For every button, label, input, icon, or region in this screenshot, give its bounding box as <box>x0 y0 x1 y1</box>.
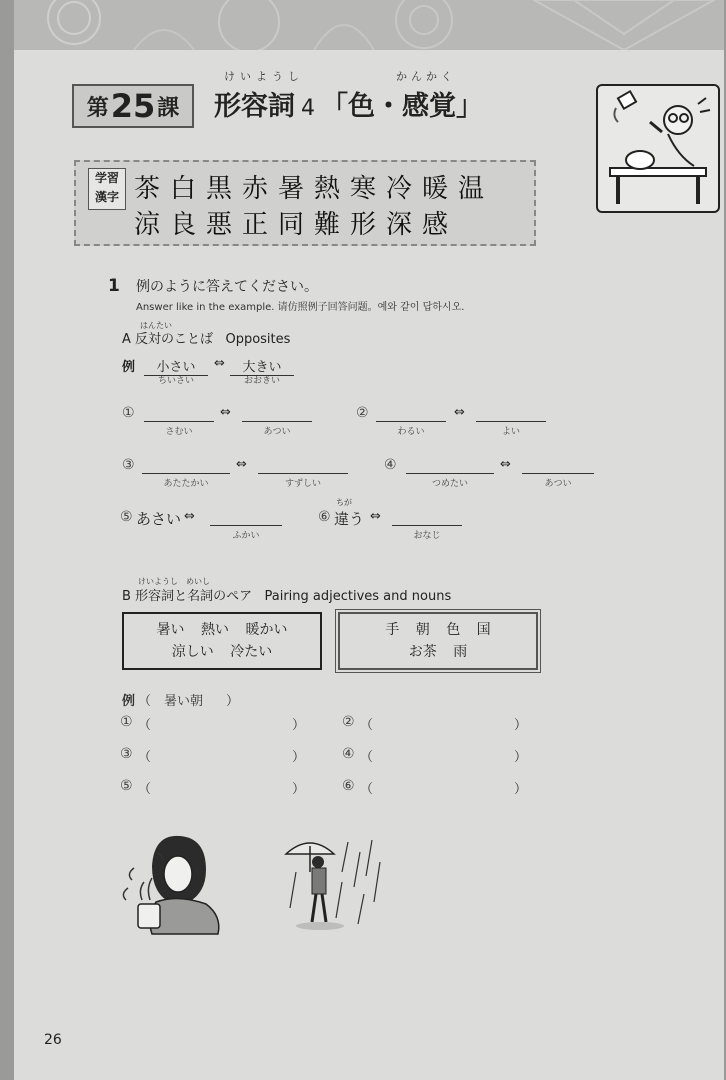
label-line-1: 学習 <box>94 171 119 185</box>
topic-ruby: かんかく <box>396 70 456 83</box>
example-label: 例 <box>122 360 136 375</box>
kanji-row-1: 茶白黒赤暑熱寒冷暖温 <box>134 174 495 204</box>
pair-answer-field[interactable] <box>378 744 508 762</box>
answer-blank[interactable] <box>376 405 446 422</box>
section-a-title-en: Opposites <box>225 332 291 347</box>
answer-hint: あつい <box>544 479 572 489</box>
noun-word: 手 <box>385 622 400 638</box>
b-item-number: ⑥ <box>342 778 355 794</box>
section-b-heading <box>122 585 451 604</box>
section-b-title-en: Pairing adjectives and nouns <box>264 589 452 604</box>
section-a-ruby: はんたい <box>140 321 172 330</box>
item-number: ⑥ <box>318 509 331 525</box>
kanji-row-2: 涼良悪正同難形深感 <box>134 210 459 240</box>
adjective-word: 暖かい <box>245 622 288 638</box>
item-number: ④ <box>384 457 397 473</box>
paren-open: （ <box>360 750 374 765</box>
example-right-hint: おおきい <box>243 376 280 386</box>
woman-with-cup-drawing <box>112 830 232 940</box>
example-left-word: 小さい <box>144 356 208 376</box>
answer-hint: おなじ <box>413 531 441 541</box>
adjectives-row-2 <box>166 641 278 663</box>
study-kanji-box <box>74 160 536 246</box>
answer-blank[interactable] <box>142 457 230 474</box>
title-ruby: けいようし <box>224 70 304 83</box>
paren-open: （ <box>360 718 374 733</box>
item-number: ⑤ <box>120 509 133 525</box>
banner-pattern <box>14 0 724 50</box>
adjectives-row-1 <box>151 619 294 641</box>
pair-answer-field[interactable] <box>156 712 286 730</box>
title-number: 4 <box>301 96 315 121</box>
nouns-row-2 <box>403 641 473 663</box>
label-line-2: 漢字 <box>94 190 119 204</box>
answer-blank[interactable] <box>392 509 462 526</box>
paren-open: （ <box>138 694 152 709</box>
noun-word: 朝 <box>415 622 430 638</box>
b-item-number: ④ <box>342 746 355 762</box>
page-number: 26 <box>44 1032 62 1048</box>
paren-close: ） <box>292 750 306 765</box>
nouns-box <box>338 612 538 670</box>
exercise-translation: Answer like in the example. 请仿照例子回答问题。예와 같이 답하시오. <box>136 302 465 313</box>
lesson-number: 25 <box>110 87 156 125</box>
adjective-word: 暑い <box>156 622 185 638</box>
opposite-arrow: ⇔ <box>184 509 195 524</box>
answer-blank[interactable] <box>144 405 214 422</box>
pair-answer-field[interactable] <box>156 776 286 794</box>
paren-open: （ <box>138 718 152 733</box>
page-title <box>214 84 483 123</box>
textbook-page <box>14 0 724 1080</box>
item-number: ① <box>122 405 135 421</box>
pair-answer-field[interactable] <box>378 712 508 730</box>
person-with-umbrella-drawing <box>280 832 390 932</box>
section-b-ruby-1: けいようし <box>138 577 178 586</box>
example-left-hint: ちいさい <box>157 376 194 386</box>
study-kanji-label <box>88 168 126 210</box>
b-item-number: ② <box>342 714 355 730</box>
title-word: 形容詞 <box>214 91 295 122</box>
nouns-row-1 <box>379 619 496 641</box>
lesson-prefix: 第 <box>86 95 109 121</box>
paren-open: （ <box>138 782 152 797</box>
b-item-number: ③ <box>120 746 133 762</box>
b-item-number: ① <box>120 714 133 730</box>
answer-hint: ふかい <box>232 531 260 541</box>
hot-drink-illustration <box>112 830 232 940</box>
noun-word: 色 <box>446 622 461 638</box>
noun-word: 国 <box>476 622 491 638</box>
pair-answer-field[interactable] <box>378 776 508 794</box>
noun-word: お茶 <box>408 644 437 660</box>
opposite-arrow: ⇔ <box>500 457 511 472</box>
answer-blank[interactable] <box>522 457 594 474</box>
section-b-title-jp: 形容詞と名詞のペア <box>135 589 253 604</box>
item-number: ③ <box>122 457 135 473</box>
section-a-title-jp: 反対のことば <box>135 332 214 347</box>
pair-answer-field[interactable] <box>156 744 286 762</box>
answer-hint: わるい <box>397 427 425 437</box>
b-example-label: 例 <box>122 694 136 709</box>
paren-open: （ <box>138 750 152 765</box>
example-arrow: ⇔ <box>214 356 225 371</box>
section-b-ruby-2: めいし <box>186 577 210 586</box>
lesson-number-box <box>72 84 194 128</box>
paren-open: （ <box>360 782 374 797</box>
paren-close: ） <box>514 750 528 765</box>
adjectives-box <box>122 612 322 670</box>
section-b-letter: B <box>122 589 131 604</box>
answer-blank[interactable] <box>210 509 282 526</box>
paren-close: ） <box>514 718 528 733</box>
example-right-word: 大きい <box>230 356 294 376</box>
answer-blank[interactable] <box>406 457 494 474</box>
section-a-heading <box>122 328 290 347</box>
answer-hint: すずしい <box>284 479 322 489</box>
paren-close: ） <box>292 782 306 797</box>
exercise-instruction: 例のように答えてください。 <box>136 279 318 295</box>
b-example-answer: 暑い朝 <box>164 694 204 709</box>
answer-hint: つめたい <box>431 479 468 489</box>
exercise-number: 1 <box>108 276 120 296</box>
answer-hint: よい <box>501 427 520 437</box>
answer-hint: あたたかい <box>163 479 209 489</box>
opposite-arrow: ⇔ <box>454 405 465 420</box>
title-topic: 「色・感覚」 <box>321 91 483 122</box>
opposite-arrow: ⇔ <box>236 457 247 472</box>
spilling-tea-drawing <box>598 86 718 211</box>
cold-rain-illustration <box>280 832 390 932</box>
given-word-ruby: ちが <box>336 498 352 507</box>
given-word: あさい <box>136 510 182 528</box>
b-item-number: ⑤ <box>120 778 133 794</box>
adjective-word: 熱い <box>201 622 229 638</box>
given-word: 違う <box>334 510 365 528</box>
adjective-word: 涼しい <box>171 644 214 660</box>
answer-hint: あつい <box>263 427 291 437</box>
adjective-word: 冷たい <box>230 644 273 660</box>
decorative-banner <box>14 0 724 50</box>
hot-tea-illustration <box>596 84 720 213</box>
answer-blank[interactable] <box>258 457 348 474</box>
paren-close: ） <box>514 782 528 797</box>
answer-hint: さむい <box>165 427 193 437</box>
paren-close: ） <box>292 718 306 733</box>
noun-word: 雨 <box>453 644 468 660</box>
opposite-arrow: ⇔ <box>220 405 231 420</box>
answer-blank[interactable] <box>242 405 312 422</box>
paren-close: ） <box>226 694 240 709</box>
section-a-letter: A <box>122 332 131 347</box>
answer-blank[interactable] <box>476 405 546 422</box>
item-number: ② <box>356 405 369 421</box>
opposite-arrow: ⇔ <box>370 509 381 524</box>
lesson-suffix: 課 <box>157 95 180 121</box>
